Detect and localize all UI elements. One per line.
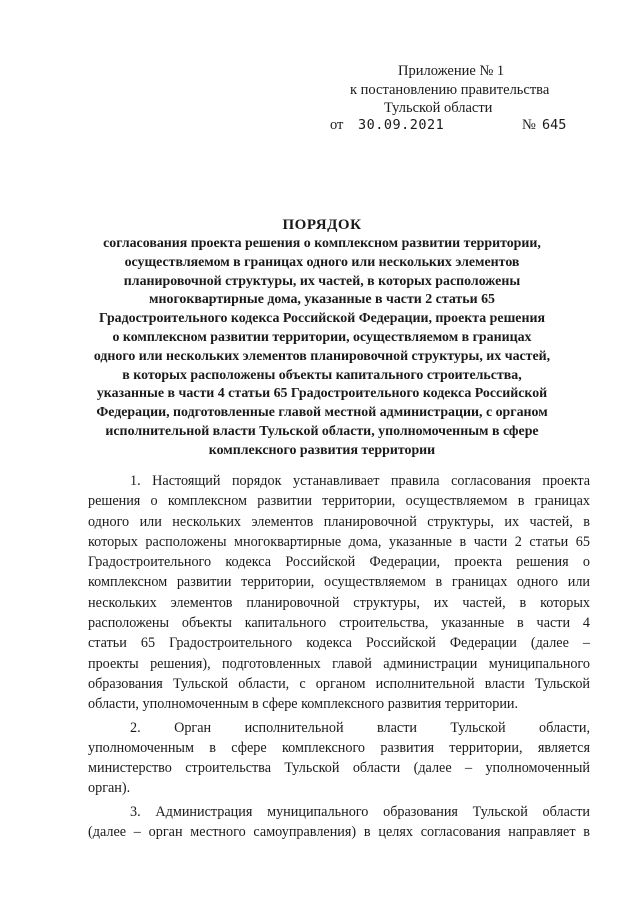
date-prefix: от [330,117,344,133]
number-sign: № [522,117,536,133]
appendix-label: Приложение № 1 [398,63,505,79]
subtitle-line: Градостроительного кодекса Российской Федерации, проекта решения [99,311,545,327]
subtitle-line: комплексного развития территории [208,442,436,458]
resolution-date: 30.09.2021 [358,117,445,133]
subtitle-line: указанные в части 4 статьи 65 Градостроительного кодекса Российской [96,386,548,402]
appendix-header [340,62,570,118]
text-line: Градостроительного кодекса Российской Федерации, проекта решения о [88,554,590,571]
subtitle-line: одного или нескольких элементов планировочной структуры, их частей, [93,348,551,364]
subtitle-line: в которых расположены объекты капитального строительства, [122,367,522,383]
text-line: (далее – орган местного самоуправления) в целях согласования направляет в [88,824,590,841]
paragraph-1 [88,471,590,715]
paragraph-3 [88,802,590,843]
text-line: орган). [88,780,131,797]
text-line: 2. Орган исполнительной власти Тульской области, [130,719,590,736]
subtitle-line: планировочной структуры, их частей, в которых расположены [123,273,521,289]
subtitle-line: осуществляемом в границах одного или нескольких элементов [124,254,520,270]
text-line: министерство строительства Тульской области (далее – уполномоченный [88,760,590,777]
document-heading [80,216,564,461]
text-line: нескольких элементов планировочной структуры, их частей, в которых [88,594,590,611]
subtitle-line: о комплексном развитии территории, осуществляемом в границах [112,329,532,345]
appendix-resolution-ref: к постановлению правительства [350,81,550,98]
text-line: уполномоченным в сфере комплексного развития территории, является [88,739,590,756]
text-line: статьи 65 Градостроительного кодекса Российской Федерации (далее – [88,635,590,652]
text-line: которых расположены многоквартирные дома, указанные в части 2 статьи 65 [88,533,590,550]
subtitle-line: согласования проекта решения о комплексном развитии территории, [103,236,541,251]
text-line: решения о комплексном развитии территории, осуществляемом в границах [88,493,590,510]
text-line: проекты решения), подготовленных главой администрации муниципального [88,655,590,672]
paragraph-2 [88,718,590,799]
text-line: области, уполномоченным в сфере комплексного развития территории. [88,696,519,713]
resolution-number: 645 [542,117,567,133]
text-line: 1. Настоящий порядок устанавливает правила согласования проекта [130,473,590,489]
text-line: комплексном развитии территории, осуществляемом в границах одного или [88,574,590,591]
subtitle-line: многоквартирные дома, указанные в части 2 статьи 65 [149,292,495,308]
resolution-date-number [330,117,570,137]
document-title: ПОРЯДОК [282,217,362,233]
appendix-region: Тульской области [384,100,493,116]
text-line: одного или нескольких элементов планировочной структуры, их частей, в [88,513,590,530]
text-line: образования Тульской области, с органом исполнительной власти Тульской [88,675,590,692]
subtitle-line: Федерации, подготовленные главой местной администрации, с органом [96,405,548,421]
text-line: расположены объекты капитального строительства, указанные в части 4 [88,615,590,632]
subtitle-line: исполнительной власти Тульской области, уполномоченным в сфере [105,423,539,439]
document-subtitle [80,235,564,461]
text-line: 3. Администрация муниципального образования Тульской области [130,803,590,820]
document-body [88,471,590,842]
